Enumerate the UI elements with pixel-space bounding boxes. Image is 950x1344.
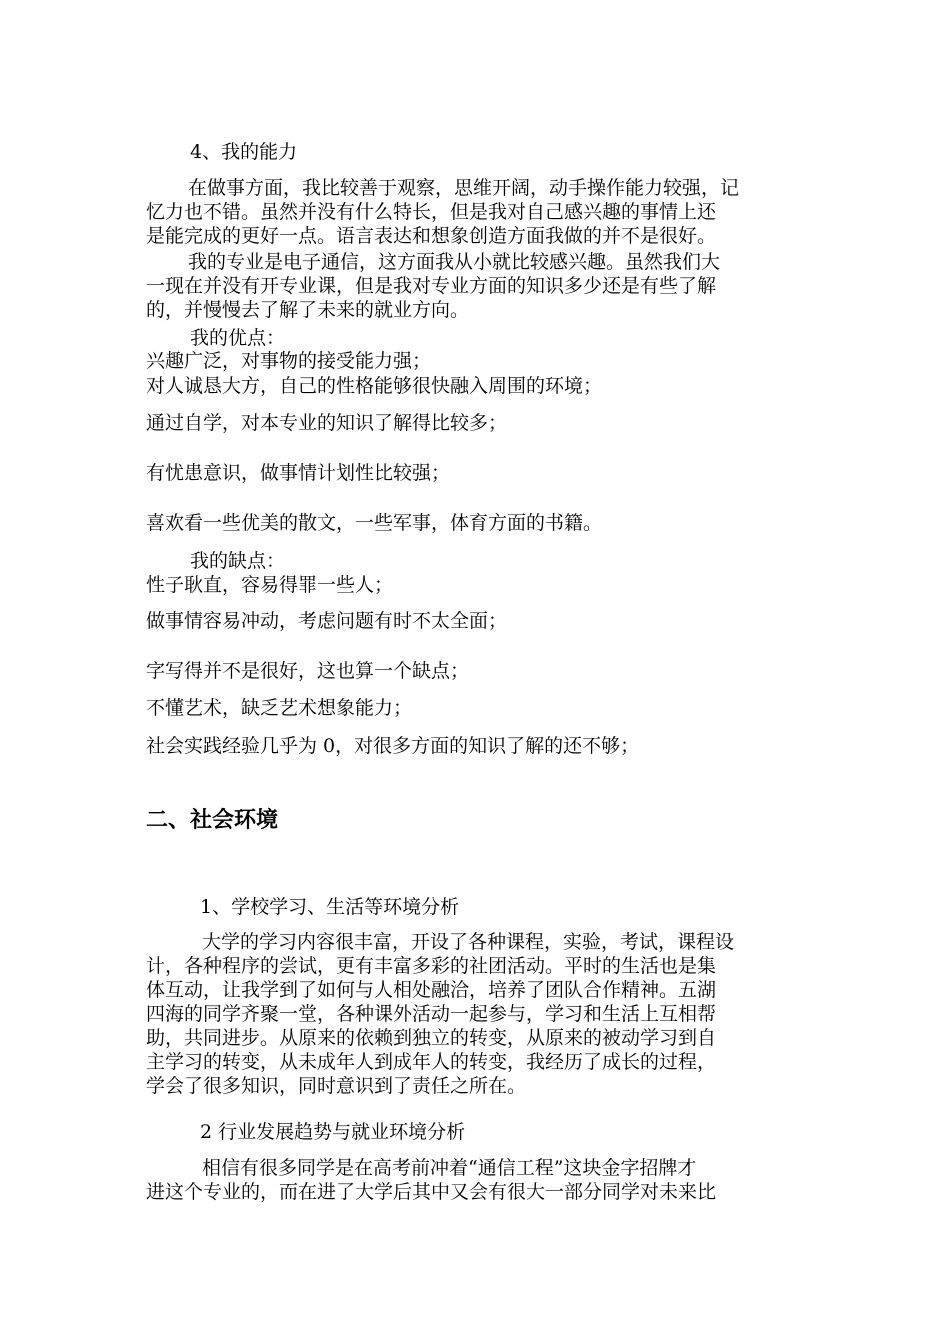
strength-item: 喜欢看一些优美的散文，一些军事，体育方面的书籍。 [146, 512, 603, 534]
strength-item: 兴趣广泛，对事物的接受能力强； [146, 350, 432, 372]
weakness-item: 性子耿直，容易得罪一些人； [146, 574, 394, 596]
industry-paragraph [146, 1156, 810, 1204]
strengths-title: 我的优点： [190, 327, 286, 349]
text-line: 主学习的转变，从未成年人到成年人的转变，我经历了成长的过程， [146, 1051, 717, 1073]
section-heading: 二、社会环境 [146, 808, 279, 833]
strength-item: 有忧患意识，做事情计划性比较强； [146, 462, 451, 484]
text-line: 我的专业是电子通信，这方面我从小就比较感兴趣。虽然我们大 [188, 251, 721, 273]
school-paragraph [146, 930, 810, 1098]
text-line: 一现在并没有开专业课，但是我对专业方面的知识多少还是有些了解 [146, 275, 717, 297]
weakness-item: 不懂艺术，缺乏艺术想象能力； [146, 697, 413, 719]
text-line: 计，各种程序的尝试，更有丰富多彩的社团活动。平时的生活也是集 [146, 955, 717, 977]
weakness-item: 字写得并不是很好，这也算一个缺点； [146, 660, 470, 682]
section-1-title: 1、学校学习、生活等环境分析 [200, 896, 460, 918]
text-line: 大学的学习内容很丰富，开设了各种课程，实验，考试，课程设 [202, 931, 735, 953]
text-line: 相信有很多同学是在高考前冲着“通信工程”这块金字招牌才 [202, 1157, 697, 1179]
text-line: 体互动，让我学到了如何与人相处融洽，培养了团队合作精神。五湖 [146, 979, 717, 1001]
text-line: 助，共同进步。从原来的依赖到独立的转变，从原来的被动学习到自 [146, 1027, 717, 1049]
text-line: 是能完成的更好一点。语言表达和想象创造方面我做的并不是很好。 [146, 225, 717, 247]
strength-item: 对人诚恳大方，自己的性格能够很快融入周围的环境； [146, 375, 603, 397]
major-paragraph [146, 250, 810, 322]
strength-item: 通过自学，对本专业的知识了解得比较多； [146, 412, 508, 434]
weakness-title: 我的缺点： [190, 550, 286, 572]
weakness-item: 做事情容易冲动，考虑问题有时不太全面； [146, 610, 508, 632]
weakness-item: 社会实践经验几乎为 0，对很多方面的知识了解的还不够； [146, 735, 640, 757]
text-line: 的，并慢慢去了解了未来的就业方向。 [146, 299, 470, 321]
text-line: 四海的同学齐聚一堂，各种课外活动一起参与，学习和生活上互相帮 [146, 1003, 717, 1025]
text-line: 忆力也不错。虽然并没有什么特长，但是我对自己感兴趣的事情上还 [146, 201, 717, 223]
text-line: 进这个专业的，而在进了大学后其中又会有很大一部分同学对未来比 [146, 1181, 717, 1203]
text-line: 在做事方面，我比较善于观察，思维开阔，动手操作能力较强，记 [188, 177, 740, 199]
text-line: 学会了很多知识，同时意识到了责任之所在。 [146, 1075, 527, 1097]
ability-paragraph [146, 176, 810, 248]
section-2-title: 2 行业发展趋势与就业环境分析 [200, 1121, 466, 1143]
section-4-title: 4、我的能力 [190, 141, 298, 163]
